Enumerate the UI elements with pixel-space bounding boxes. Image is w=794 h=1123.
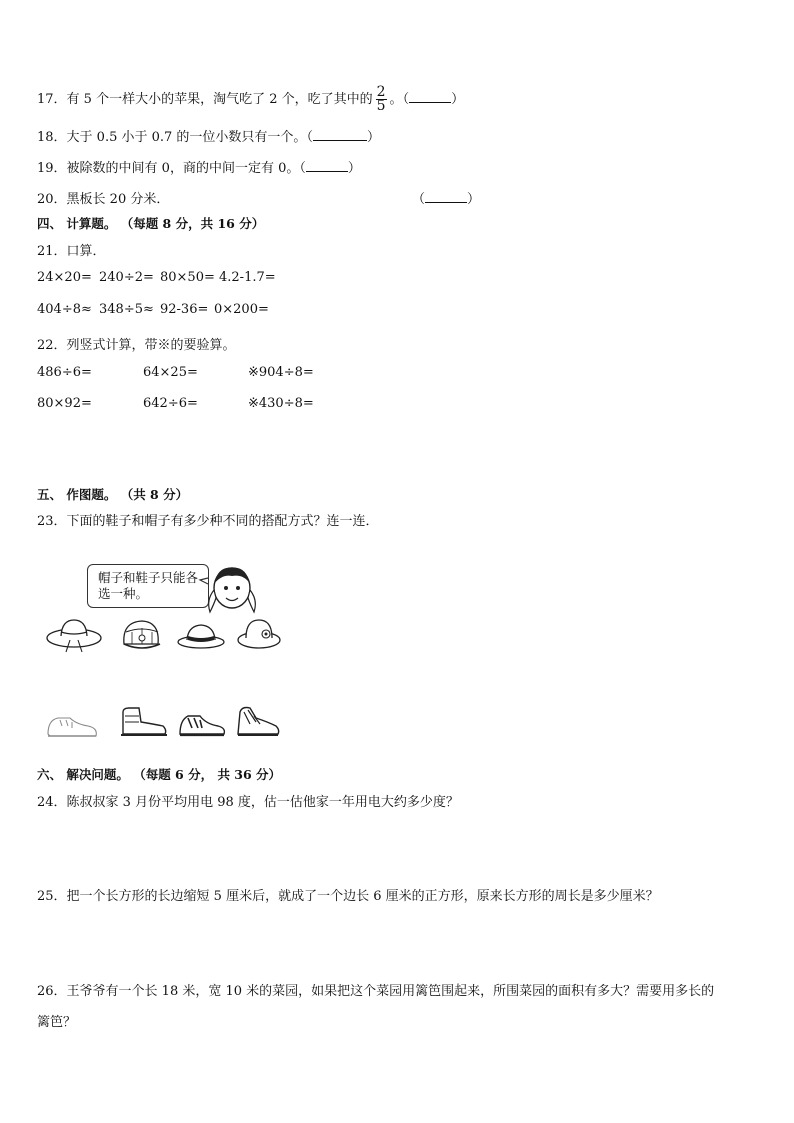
speech-bubble-text: 帽子和鞋子只能各选一种。 — [98, 570, 199, 601]
hat-icon — [176, 618, 226, 652]
question-26-line2: 篱笆？ — [37, 1015, 77, 1030]
sneaker-icon — [234, 702, 282, 740]
q21-item: 24×20= — [37, 270, 92, 285]
question-19 — [37, 157, 361, 176]
answer-blank[interactable] — [425, 191, 467, 203]
paren-open: （ — [299, 161, 306, 176]
q22-item: ※904÷8= — [248, 365, 314, 380]
paren-close: ） — [451, 92, 465, 107]
question-17 — [37, 86, 464, 113]
question-21-label: 21．口算． — [37, 244, 106, 259]
girl-illustration — [200, 560, 262, 616]
paren-open: （ — [402, 92, 410, 107]
fraction-denominator: 5 — [376, 98, 386, 114]
q21-item: 92-36= — [160, 302, 209, 317]
question-number: 18． — [37, 130, 67, 145]
question-text: 大于 0.5 小于 0.7 的一位小数只有一个。 — [66, 130, 307, 145]
q22-item: 486÷6= — [37, 365, 92, 380]
speech-bubble — [87, 564, 209, 608]
q21-item: 348÷5≈ — [99, 302, 154, 317]
q22-item: 64×25= — [143, 365, 198, 380]
question-text: 有 5 个一样大小的苹果，淘气吃了 2 个，吃了其中的 — [66, 92, 373, 107]
hat-icon — [236, 614, 282, 652]
question-24: 24．陈叔叔家 3 月份平均用电 98 度，估一估他家一年用电大约多少度？ — [37, 795, 459, 810]
section-6-heading: 六、 解决问题。 （每题 6 分， 共 36 分） — [37, 767, 282, 782]
q21-item: 0×200= — [214, 302, 269, 317]
fraction — [376, 86, 387, 113]
question-25: 25．把一个长方形的长边缩短 5 厘米后，就成了一个边长 6 厘米的正方形，原来长方形的周长是多少厘米？ — [37, 889, 659, 904]
paren-open: （ — [306, 130, 313, 145]
paren-close: ） — [347, 161, 361, 176]
q22-item: 80×92= — [37, 396, 92, 411]
q21-item: 404÷8≈ — [37, 302, 92, 317]
hat-icon — [44, 614, 104, 654]
question-number: 20． — [37, 192, 67, 207]
paren-close: ） — [366, 130, 380, 145]
cap-icon — [118, 616, 166, 654]
q22-item: ※430÷8= — [248, 396, 314, 411]
question-text: 被除数的中间有 0，商的中间一定有 0。 — [66, 161, 300, 176]
question-20-answer — [412, 188, 480, 207]
shoe-icon — [44, 708, 100, 740]
question-18 — [37, 126, 380, 145]
question-20 — [37, 188, 169, 207]
question-text: 黑板长 20 分米． — [66, 192, 170, 207]
question-number: 17． — [37, 92, 67, 107]
question-23: 23．下面的鞋子和帽子有多少种不同的搭配方式？连一连． — [37, 514, 379, 529]
paren-close: ） — [467, 192, 481, 207]
question-26-line1: 26．王爷爷有一个长 18 米，宽 10 米的菜园，如果把这个菜园用篱笆围起来，所围菜园的面积有多大？需要用多长的 — [37, 984, 715, 999]
section-4-heading: 四、 计算题。 （每题 8 分，共 16 分） — [37, 216, 265, 231]
answer-blank[interactable] — [409, 91, 451, 103]
section-5-heading: 五、 作图题。 （共 8 分） — [37, 487, 189, 502]
q21-item: 4.2-1.7= — [219, 270, 276, 285]
q21-item: 240÷2= — [99, 270, 154, 285]
shoe-icon — [176, 706, 228, 740]
boot-icon — [117, 704, 169, 740]
answer-blank[interactable] — [313, 129, 367, 141]
paren-open: （ — [412, 192, 426, 207]
fraction-numerator: 2 — [376, 84, 386, 100]
q21-item: 80×50= — [160, 270, 215, 285]
question-22-label: 22．列竖式计算，带※的要验算。 — [37, 338, 236, 353]
q22-item: 642÷6= — [143, 396, 198, 411]
question-number: 19． — [37, 161, 67, 176]
answer-blank[interactable] — [306, 160, 348, 172]
question-text-end: 。 — [389, 92, 403, 107]
